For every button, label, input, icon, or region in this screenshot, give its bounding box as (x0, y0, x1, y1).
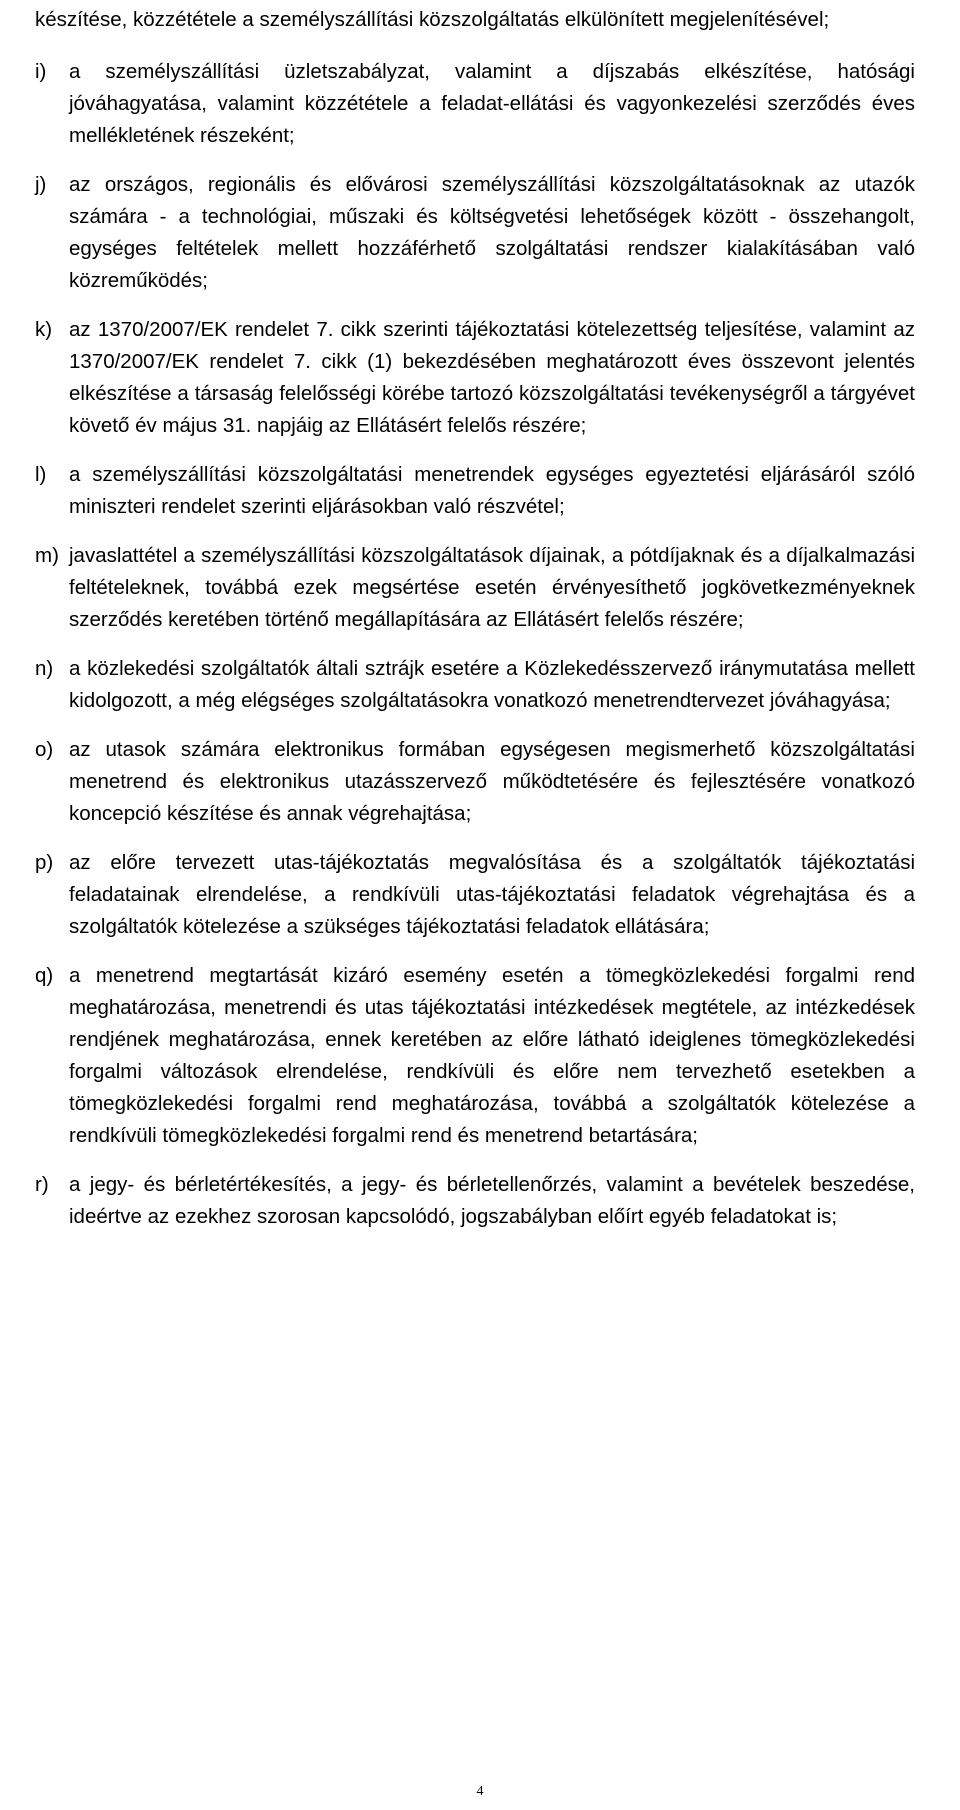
list-item-text: a közlekedési szolgáltatók általi sztrájk esetére a Közlekedésszervező iránymutatása mellett kidolgozott, a még elégséges szolgáltatásokra vonatkozó menetrendtervezet jóváhagyása; (69, 657, 915, 712)
list-item-text: javaslattétel a személyszállítási közszolgáltatások díjainak, a pótdíjaknak és a díjalkalmazási feltételeknek, továbbá ezek megsértése esetén érvényesíthető jogkövetkezményeknek szerződés keretében történő megállapítására az Ellátásért felelős részére; (69, 544, 915, 631)
list-item-n (35, 653, 915, 717)
list-item-text: a jegy- és bérletértékesítés, a jegy- és bérletellenőrzés, valamint a bevételek beszedése, ideértve az ezekhez szorosan kapcsolódó, jogszabályban előírt egyéb feladatokat is; (69, 1173, 915, 1228)
page-number: 4 (476, 1784, 484, 1799)
list-marker: j) (35, 173, 47, 196)
list-item-text: a személyszállítási üzletszabályzat, valamint a díjszabás elkészítése, hatósági jóváhagyatása, valamint közzététele a feladat-ellátási és vagyonkezelési szerződés éves mellékletének részeként; (69, 60, 915, 147)
list-marker: q) (35, 964, 54, 987)
list-marker: o) (35, 738, 54, 761)
list-marker: i) (35, 60, 47, 83)
list-item-text: a személyszállítási közszolgáltatási menetrendek egységes egyeztetési eljárásáról szóló miniszteri rendelet szerinti eljárásokban való részvétel; (69, 463, 915, 518)
lead-paragraph: készítése, közzététele a személyszállítási közszolgáltatás elkülönített megjelenítésével; (35, 8, 830, 31)
list-item-text: az 1370/2007/EK rendelet 7. cikk szerinti tájékoztatási kötelezettség teljesítése, valamint az 1370/2007/EK rendelet 7. cikk (1) bekezdésében meghatározott éves összevont jelentés elkészítése a társaság felelősségi körébe tartozó közszolgáltatási tevékenységről a tárgyévet követő év május 31. napjáig az Ellátásért felelős részére; (69, 318, 915, 437)
list-item-text: az országos, regionális és elővárosi személyszállítási közszolgáltatásoknak az utazók számára - a technológiai, műszaki és költségvetési lehetőségek között - összehangolt, egységes feltételek mellett hozzáférhető szolgáltatási rendszer kialakításában való közreműködés; (69, 173, 915, 292)
document-page (35, 0, 915, 1233)
list-item-m (35, 540, 915, 636)
list-item-text: az előre tervezett utas-tájékoztatás megvalósítása és a szolgáltatók tájékoztatási feladatainak elrendelése, a rendkívüli utas-tájékoztatási feladatok végrehajtása és a szolgáltatók kötelezése a szükséges tájékoztatási feladatok ellátására; (69, 851, 915, 938)
list-item-text: a menetrend megtartását kizáró esemény esetén a tömegközlekedési forgalmi rend meghatározása, menetrendi és utas tájékoztatási intézkedések megtétele, az intézkedések rendjének meghatározása, ennek keretében az előre látható ideiglenes tömegközlekedési forgalmi változások elrendelése, rendkívüli és előre nem tervezhető esetekben a tömegközlekedési forgalmi rend meghatározása, továbbá a szolgáltatók kötelezése a rendkívüli tömegközlekedési forgalmi rend és menetrend betartására; (69, 964, 915, 1147)
list-item-l (35, 459, 915, 523)
list-item-q (35, 960, 915, 1152)
list-marker: l) (35, 463, 47, 486)
list-item-k (35, 314, 915, 442)
list-marker: p) (35, 851, 54, 874)
list-item-r (35, 1169, 915, 1233)
list-marker: r) (35, 1173, 49, 1196)
list-marker: n) (35, 657, 54, 680)
list-item-p (35, 847, 915, 943)
list-item-i (35, 56, 915, 152)
list-marker: k) (35, 318, 53, 341)
list-item-text: az utasok számára elektronikus formában egységesen megismerhető közszolgáltatási menetrend és elektronikus utazásszervező működtetésére és fejlesztésére vonatkozó koncepció készítése és annak végrehajtása; (69, 738, 915, 825)
list-item-o (35, 734, 915, 830)
list-item-j (35, 169, 915, 297)
list-marker: m) (35, 544, 59, 567)
